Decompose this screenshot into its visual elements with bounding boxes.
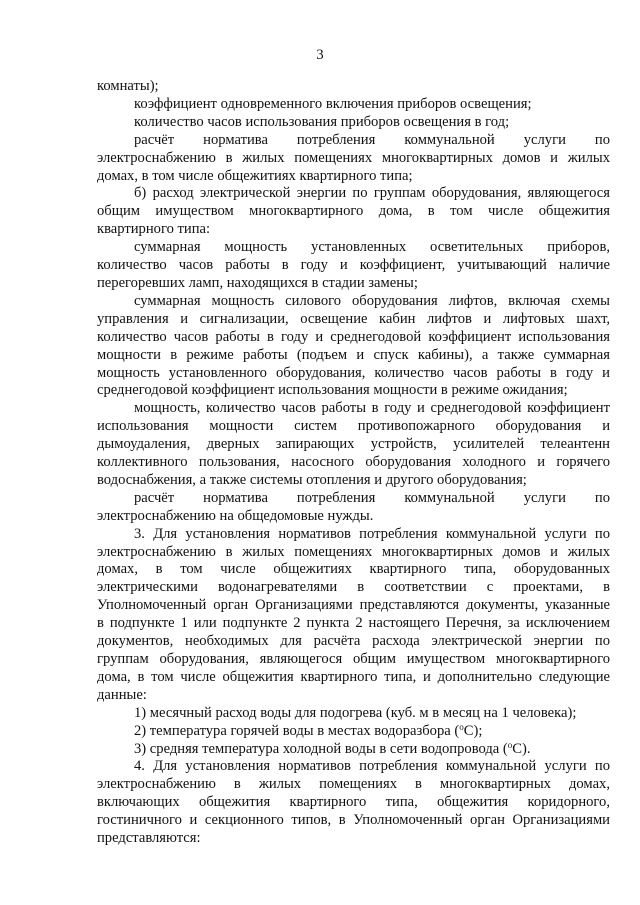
paragraph-line: дома, в том числе общежития квартирного типа, и дополнительно следующие: [97, 668, 610, 685]
paragraph-line: в подпункте 1 или подпункте 2 пункта 2 настоящего Перечня, за исключением: [97, 615, 610, 632]
paragraph-line: гостиничного и секционного типов, в Уполномоченный орган Организациями: [97, 812, 610, 829]
paragraph-line: домах, в том числе общежитиях квартирного типа;: [97, 167, 413, 184]
paragraph: [97, 96, 610, 114]
paragraph-line: комнаты);: [97, 78, 159, 94]
paragraph-line: расчёт норматива потребления коммунальной услуги по: [134, 131, 610, 148]
paragraph-line: электроснабжению на общедомовые нужды.: [97, 507, 374, 524]
paragraph: [97, 132, 610, 186]
paragraph-line: 1) месячный расход воды для подогрева (куб. м в месяц на 1 человека);: [134, 704, 577, 721]
paragraph: [97, 400, 610, 490]
paragraph: [97, 293, 610, 400]
paragraph-line: количество часов использования приборов освещения в год;: [134, 113, 510, 130]
paragraph-line: перегоревших ламп, находящихся в стадии замены;: [97, 274, 418, 291]
paragraph-line: мощность установленного оборудования, количество часов работы в году и: [97, 364, 610, 381]
paragraph: [97, 723, 610, 741]
paragraph: [97, 705, 610, 723]
page-number: 3: [316, 47, 324, 63]
paragraph-line: дымоудаления, дверных запирающих устройств, усилителей телеантенн: [97, 436, 610, 453]
paragraph-line: количество часов работы в году и коэффициент, учитывающий наличие: [97, 257, 610, 274]
paragraph-line: использования мощности систем противопожарного оборудования и: [97, 418, 610, 435]
line-text: 3) средняя температура холодной воды в сети водопровода (: [134, 740, 508, 757]
paragraph-line: расчёт норматива потребления коммунальной услуги по: [134, 489, 610, 506]
paragraph-line: группам оборудования, являющегося общим имуществом многоквартирного: [97, 651, 610, 667]
paragraph-line: управления и сигнализации, освещение кабин лифтов и лифтовых шахт,: [97, 310, 610, 327]
paragraph-line: домах, в том числе общежитиях квартирного типа, оборудованных: [97, 561, 610, 578]
paragraph-line: электроснабжению в жилых помещениях многоквартирных домов и жилых: [97, 543, 610, 560]
degree-superscript: o: [459, 721, 464, 732]
paragraph: [97, 526, 610, 705]
paragraph-line: электроснабжению в жилых помещениях многоквартирных домов и жилых: [97, 149, 610, 166]
paragraph: [97, 239, 610, 293]
paragraph-line: водоснабжения, а также системы отопления и другого оборудования;: [97, 471, 527, 488]
paragraph-line: электроснабжению в жилых помещениях в многоквартирных домах,: [97, 776, 610, 793]
paragraph: [97, 114, 610, 132]
paragraph-line: 3. Для установления нормативов потребления коммунальной услуги по: [134, 525, 610, 542]
paragraph-line: документов, необходимых для расчёта расхода электрической энергии по: [97, 633, 610, 650]
paragraph-line: представляются:: [97, 830, 201, 847]
paragraph-line: количество часов работы в году и среднегодовой коэффициент использования: [97, 328, 610, 345]
paragraph: [97, 490, 610, 526]
paragraph-line: 4. Для установления нормативов потребления коммунальной услуги по: [134, 758, 610, 775]
line-text: C).: [512, 740, 531, 757]
paragraph-line: квартирного типа:: [97, 221, 211, 238]
paragraph-line: [97, 723, 610, 741]
paragraph-line: среднегодовой коэффициент использования мощности в режиме ожидания;: [97, 382, 568, 399]
paragraph-line: включающих общежития квартирного типа, общежития коридорного,: [97, 794, 610, 811]
paragraph: [97, 78, 610, 96]
paragraph: [97, 741, 610, 759]
line-text: C);: [463, 722, 483, 739]
paragraph-line: б) расход электрической энергии по группам оборудования, являющегося: [134, 185, 610, 202]
paragraph-line: электрическими водонагревателями в соответствии с проектами, в: [97, 579, 610, 596]
paragraph-line: суммарная мощность силового оборудования лифтов, включая схемы: [134, 292, 610, 309]
line-text: 2) температура горячей воды в местах водоразбора (: [134, 722, 460, 739]
degree-superscript: o: [507, 739, 513, 750]
paragraph-line: коллективного пользования, насосного оборудования холодного и горячего: [97, 454, 610, 471]
paragraph-line: Уполномоченный орган Организациями представляются документы, указанные: [97, 597, 610, 614]
document-body: [97, 78, 610, 848]
paragraph-line: коэффициент одновременного включения приборов освещения;: [134, 95, 532, 112]
paragraph-line: [97, 741, 610, 759]
paragraph-line: суммарная мощность установленных осветительных приборов,: [134, 239, 610, 256]
paragraph-line: мощность, количество часов работы в году и среднегодовой коэффициент: [134, 400, 610, 417]
paragraph-line: мощности в режиме работы (подъем и спуск кабины), а также суммарная: [97, 346, 610, 363]
paragraph: [97, 758, 610, 848]
paragraph: [97, 185, 610, 239]
paragraph-line: общим имуществом многоквартирного дома, в том числе общежития: [97, 203, 610, 220]
paragraph-line: данные:: [97, 686, 147, 703]
